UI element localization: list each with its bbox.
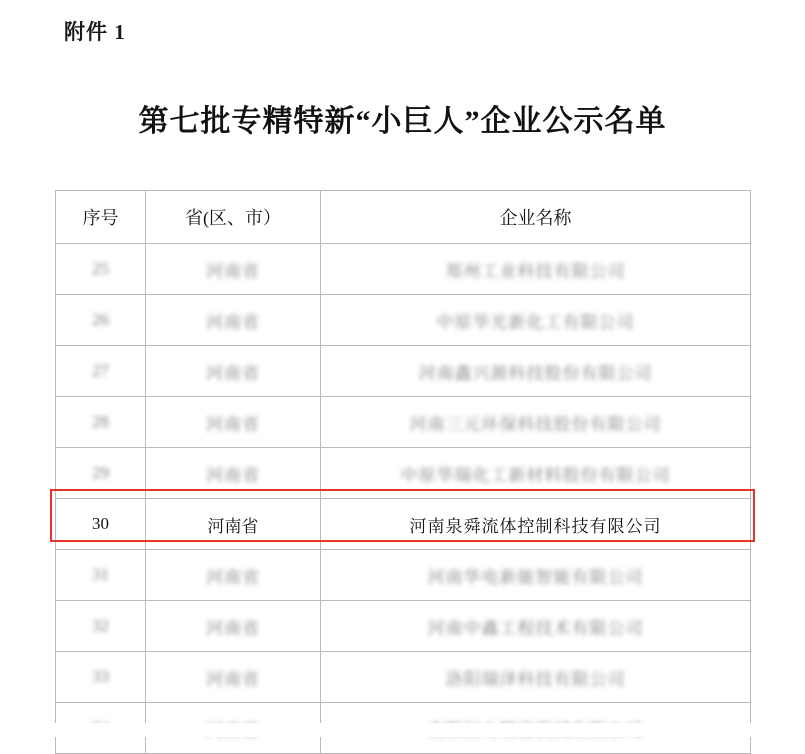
row-index-text: 25 bbox=[92, 259, 109, 278]
row-province-text: 河南省 bbox=[206, 261, 260, 281]
cell-province bbox=[146, 550, 321, 601]
page-bottom-edge bbox=[0, 723, 805, 737]
table-row bbox=[56, 601, 751, 652]
cell-company bbox=[321, 397, 751, 448]
row-company-text: 中原华瑞化工新材料股份有限公司 bbox=[400, 465, 671, 485]
cell-company bbox=[321, 244, 751, 295]
table-header bbox=[56, 191, 751, 244]
table-row-highlighted bbox=[56, 499, 751, 550]
cell-index bbox=[56, 601, 146, 652]
table-row bbox=[56, 244, 751, 295]
cell-province bbox=[146, 346, 321, 397]
cell-company bbox=[321, 499, 751, 550]
table-row bbox=[56, 550, 751, 601]
cell-company bbox=[321, 652, 751, 703]
cell-province bbox=[146, 295, 321, 346]
page-title: 第七批专精特新“小巨人”企业公示名单 bbox=[138, 105, 667, 138]
table-row bbox=[56, 346, 751, 397]
table-row bbox=[56, 652, 751, 703]
row-company-text: 河南鑫兴源科技股份有限公司 bbox=[418, 363, 653, 383]
table-body bbox=[56, 244, 751, 754]
row-company-text: 河南泉舜流体控制科技有限公司 bbox=[409, 516, 662, 536]
cell-company bbox=[321, 346, 751, 397]
cell-company bbox=[321, 295, 751, 346]
cell-index bbox=[56, 499, 146, 550]
cell-index bbox=[56, 448, 146, 499]
row-index-text: 33 bbox=[92, 667, 109, 686]
row-index-text: 29 bbox=[92, 463, 109, 482]
row-index-text: 26 bbox=[92, 310, 109, 329]
row-company-text: 中原华光新化工有限公司 bbox=[436, 312, 635, 332]
row-index-text: 32 bbox=[92, 616, 109, 635]
row-index-text: 28 bbox=[92, 412, 109, 431]
column-header-index: 序号 bbox=[56, 191, 146, 244]
row-index-text: 27 bbox=[92, 361, 109, 380]
cell-index bbox=[56, 346, 146, 397]
column-header-province: 省(区、市） bbox=[146, 191, 321, 244]
cell-company bbox=[321, 550, 751, 601]
row-province-text: 河南省 bbox=[206, 465, 260, 485]
row-company-text: 河南华电新能智能有限公司 bbox=[427, 567, 644, 587]
row-company-text: 河南三元环保科技股份有限公司 bbox=[409, 414, 662, 434]
cell-company bbox=[321, 601, 751, 652]
company-list-table-wrapper bbox=[55, 190, 750, 754]
cell-province bbox=[146, 499, 321, 550]
cell-index bbox=[56, 652, 146, 703]
table-row bbox=[56, 448, 751, 499]
row-company-text: 郑州工业科技有限公司 bbox=[445, 261, 626, 281]
cell-province bbox=[146, 397, 321, 448]
row-index-text: 31 bbox=[92, 565, 109, 584]
attachment-label: 附件 1 bbox=[64, 20, 126, 44]
table-header-row bbox=[56, 191, 751, 244]
cell-index bbox=[56, 295, 146, 346]
table-row bbox=[56, 295, 751, 346]
row-province-text: 河南省 bbox=[206, 618, 260, 638]
cell-index bbox=[56, 397, 146, 448]
cell-province bbox=[146, 244, 321, 295]
cell-province bbox=[146, 652, 321, 703]
row-province-text: 河南省 bbox=[206, 363, 260, 383]
cell-index bbox=[56, 550, 146, 601]
cell-company bbox=[321, 448, 751, 499]
column-header-company: 企业名称 bbox=[321, 191, 751, 244]
row-province-text: 河南省 bbox=[207, 516, 259, 536]
row-index-text: 30 bbox=[92, 514, 109, 533]
table-row bbox=[56, 397, 751, 448]
row-company-text: 河南中鑫工程技术有限公司 bbox=[427, 618, 644, 638]
row-province-text: 河南省 bbox=[206, 567, 260, 587]
row-province-text: 河南省 bbox=[206, 669, 260, 689]
row-company-text: 洛阳瑞泽科技有限公司 bbox=[445, 669, 626, 689]
row-province-text: 河南省 bbox=[206, 414, 260, 434]
row-province-text: 河南省 bbox=[206, 312, 260, 332]
cell-province bbox=[146, 601, 321, 652]
cell-province bbox=[146, 448, 321, 499]
company-list-table bbox=[55, 190, 751, 754]
cell-index bbox=[56, 244, 146, 295]
